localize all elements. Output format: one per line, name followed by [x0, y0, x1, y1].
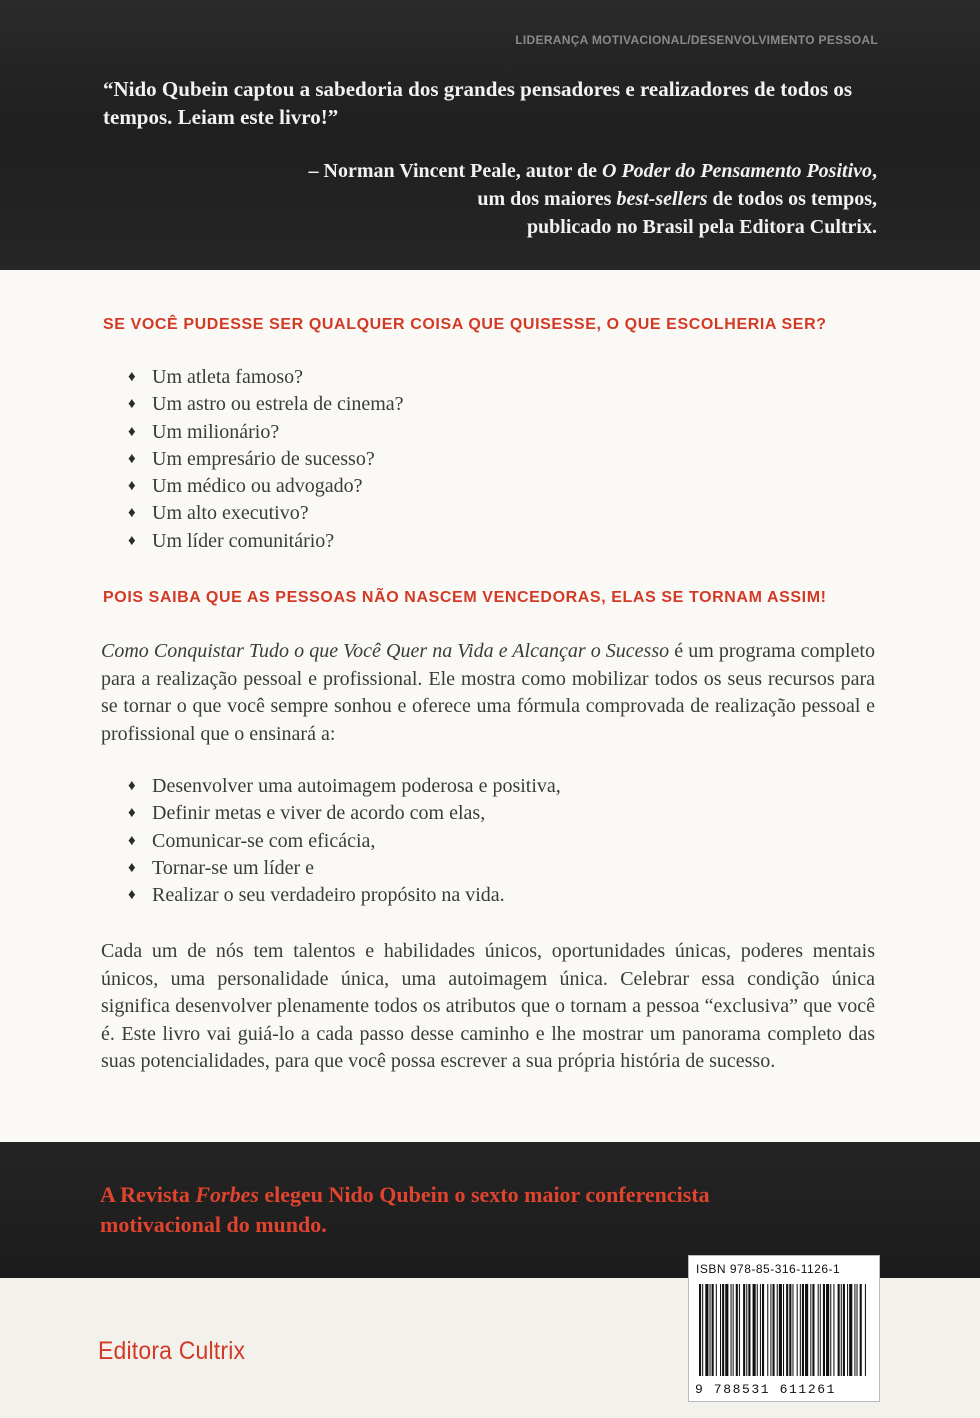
list-item-text: Um líder comunitário? — [152, 529, 335, 552]
category-label: LIDERANÇA MOTIVACIONAL/DESENVOLVIMENTO PESSOAL — [515, 33, 878, 47]
list-item — [128, 473, 404, 500]
attribution-book-title: O Poder do Pensamento Positivo — [602, 160, 872, 182]
barcode-bar — [826, 1284, 829, 1376]
barcode-bar — [802, 1284, 804, 1376]
list-item — [128, 500, 404, 527]
list-item — [128, 882, 561, 909]
barcode-bar — [767, 1284, 768, 1376]
barcode-bar — [705, 1284, 708, 1376]
list-item — [128, 364, 404, 391]
barcode-bar — [792, 1284, 793, 1376]
diamond-bullet-icon: ♦ — [128, 369, 136, 385]
section-1-headline: SE VOCÊ PUDESSE SER QUALQUER COISA QUE QUISESSE, O QUE ESCOLHERIA SER? — [103, 316, 827, 333]
attribution-line-3: publicado no Brasil pela Editora Cultrix. — [526, 216, 877, 238]
barcode-bar — [712, 1284, 714, 1376]
barcode-bar — [818, 1284, 819, 1376]
barcode-bar — [805, 1284, 808, 1376]
list-item-text: Um alto executivo? — [152, 502, 309, 525]
barcode-bar — [860, 1284, 862, 1376]
intro-paragraph — [101, 638, 875, 748]
diamond-bullet-icon: ♦ — [128, 805, 136, 822]
list-item — [128, 855, 561, 882]
list-item-text: Tornar-se um líder e — [152, 856, 315, 879]
diamond-bullet-icon: ♦ — [128, 532, 136, 549]
diamond-bullet-icon: ♦ — [128, 450, 136, 467]
list-item-text: Um astro ou estrela de cinema? — [152, 393, 404, 416]
diamond-bullet-icon: ♦ — [128, 832, 136, 849]
barcode-bar — [762, 1284, 764, 1376]
list-item — [128, 528, 404, 555]
list-item-text: Realizar o seu verdadeiro propósito na vida. — [152, 884, 505, 907]
forbes-prefix: A Revista — [100, 1182, 196, 1207]
barcode-digits: 9 788531 611261 — [695, 1382, 837, 1397]
publisher-logo: Editora Cultrix — [98, 1337, 246, 1365]
list-item-text: Um atleta famoso? — [152, 366, 304, 388]
barcode-bar — [830, 1284, 831, 1376]
barcode-bar — [731, 1284, 732, 1376]
barcode-bar — [746, 1284, 747, 1376]
barcode-bar — [810, 1284, 811, 1376]
barcode-bar — [849, 1284, 852, 1376]
endorsement-quote: “Nido Qubein captou a sabedoria dos grandes pensadores e realizadores de todos os tempos. Leiam este livro!” — [103, 77, 853, 129]
attribution-line-1 — [117, 157, 877, 185]
intro-text: é um programa completo para a realização pessoal e profissional. Ele mostra como mobilizar todos os seus recursos para se tornar o que você sempre sonhou e oferece uma fórmula comprovada de realização pessoal e profissional que o ensinará a: — [101, 640, 875, 745]
diamond-bullet-icon: ♦ — [128, 859, 136, 876]
barcode-bar — [699, 1284, 701, 1376]
closing-paragraph: Cada um de nós tem talentos e habilidades únicos, oportunidades únicas, poderes mentais únicos, uma personalidade única, uma autoimagem única. Celebrar essa condição única significa desenvolver plenamente todos os atributos que o tornam a pessoa “exclusiva” que você é. Este livro vai guiá-lo a cada passo desse caminho e lhe mostrar um panorama completo das suas potencialidades, para que você possa escrever a sua própria história de sucesso. — [101, 940, 875, 1072]
list-item — [128, 773, 561, 800]
list-item — [128, 800, 561, 827]
barcode-bar — [843, 1284, 845, 1376]
section-2-headline: POIS SAIBA QUE AS PESSOAS NÃO NASCEM VENCEDORAS, ELAS SE TORNAM ASSIM! — [103, 589, 827, 606]
attribution-line-2-suffix: de todos os tempos, — [707, 188, 877, 210]
forbes-statement — [100, 1180, 720, 1240]
list-item-text: Desenvolver uma autoimagem poderosa e positiva, — [152, 775, 561, 797]
barcode-bar — [833, 1284, 834, 1376]
quote-attribution — [117, 157, 877, 241]
list-item-text: Definir metas e viver de acordo com elas, — [152, 802, 486, 825]
barcode-bar — [797, 1284, 798, 1376]
barcode-bar — [783, 1284, 784, 1376]
barcode-bar — [812, 1284, 814, 1376]
top-dark-band — [0, 0, 980, 270]
barcode-bars — [699, 1284, 867, 1376]
barcode-bar — [736, 1284, 738, 1376]
barcode-bar — [820, 1284, 821, 1376]
list-item-text: Um médico ou advogado? — [152, 475, 363, 498]
barcode-bar — [753, 1284, 756, 1376]
barcode-bar — [710, 1284, 711, 1376]
forbes-suffix: elegeu Nido Qubein o sexto maior conferencista motivacional do mundo. — [100, 1182, 710, 1237]
list-item-text: Um empresário de sucesso? — [152, 447, 375, 470]
barcode-bar — [748, 1284, 750, 1376]
barcode-bar — [773, 1284, 775, 1376]
forbes-magazine-name: Forbes — [195, 1182, 259, 1207]
diamond-bullet-icon: ♦ — [128, 396, 136, 413]
list-item — [128, 419, 404, 446]
isbn-number: ISBN 978-85-316-1126-1 — [696, 1262, 841, 1276]
barcode-bar — [720, 1284, 721, 1376]
barcode-bar — [770, 1284, 771, 1376]
diamond-bullet-icon: ♦ — [128, 887, 136, 904]
barcode-bar — [757, 1284, 758, 1376]
list-item-text: Um milionário? — [152, 420, 280, 443]
barcode-bar — [716, 1284, 717, 1376]
barcode-bar — [743, 1284, 745, 1376]
barcode-bar — [722, 1284, 724, 1376]
diamond-bullet-icon: ♦ — [128, 478, 136, 495]
barcode-bar — [733, 1284, 734, 1376]
list-item-text: Comunicar-se com eficácia, — [152, 829, 376, 852]
attribution-bestsellers: best-sellers — [616, 188, 708, 210]
barcode-bar — [823, 1284, 825, 1376]
skills-list — [128, 773, 561, 909]
aspiration-list — [128, 364, 404, 555]
isbn-barcode — [688, 1255, 880, 1402]
attribution-comma: , — [872, 160, 877, 182]
list-item — [128, 446, 404, 473]
barcode-bar — [847, 1284, 848, 1376]
attribution-line-2-prefix: um dos maiores — [477, 188, 617, 210]
diamond-bullet-icon: ♦ — [128, 423, 136, 440]
barcode-bar — [739, 1284, 740, 1376]
barcode-bar — [800, 1284, 801, 1376]
list-item — [128, 391, 404, 418]
barcode-bar — [702, 1284, 703, 1376]
barcode-bar — [789, 1284, 791, 1376]
barcode-bar — [725, 1284, 728, 1376]
barcode-bar — [865, 1284, 866, 1376]
attribution-author: – Norman Vincent Peale, autor de — [308, 160, 603, 182]
book-title: Como Conquistar Tudo o que Você Quer na Vida e Alcançar o Sucesso — [101, 640, 670, 662]
attribution-line-2 — [117, 185, 877, 213]
barcode-bar — [857, 1284, 858, 1376]
barcode-bar — [841, 1284, 842, 1376]
barcode-bar — [838, 1284, 840, 1376]
barcode-bar — [777, 1284, 778, 1376]
list-item — [128, 828, 561, 855]
diamond-bullet-icon: ♦ — [128, 778, 136, 794]
diamond-bullet-icon: ♦ — [128, 505, 136, 522]
barcode-bar — [760, 1284, 761, 1376]
barcode-bar — [854, 1284, 855, 1376]
barcode-bar — [786, 1284, 788, 1376]
barcode-bar — [779, 1284, 782, 1376]
